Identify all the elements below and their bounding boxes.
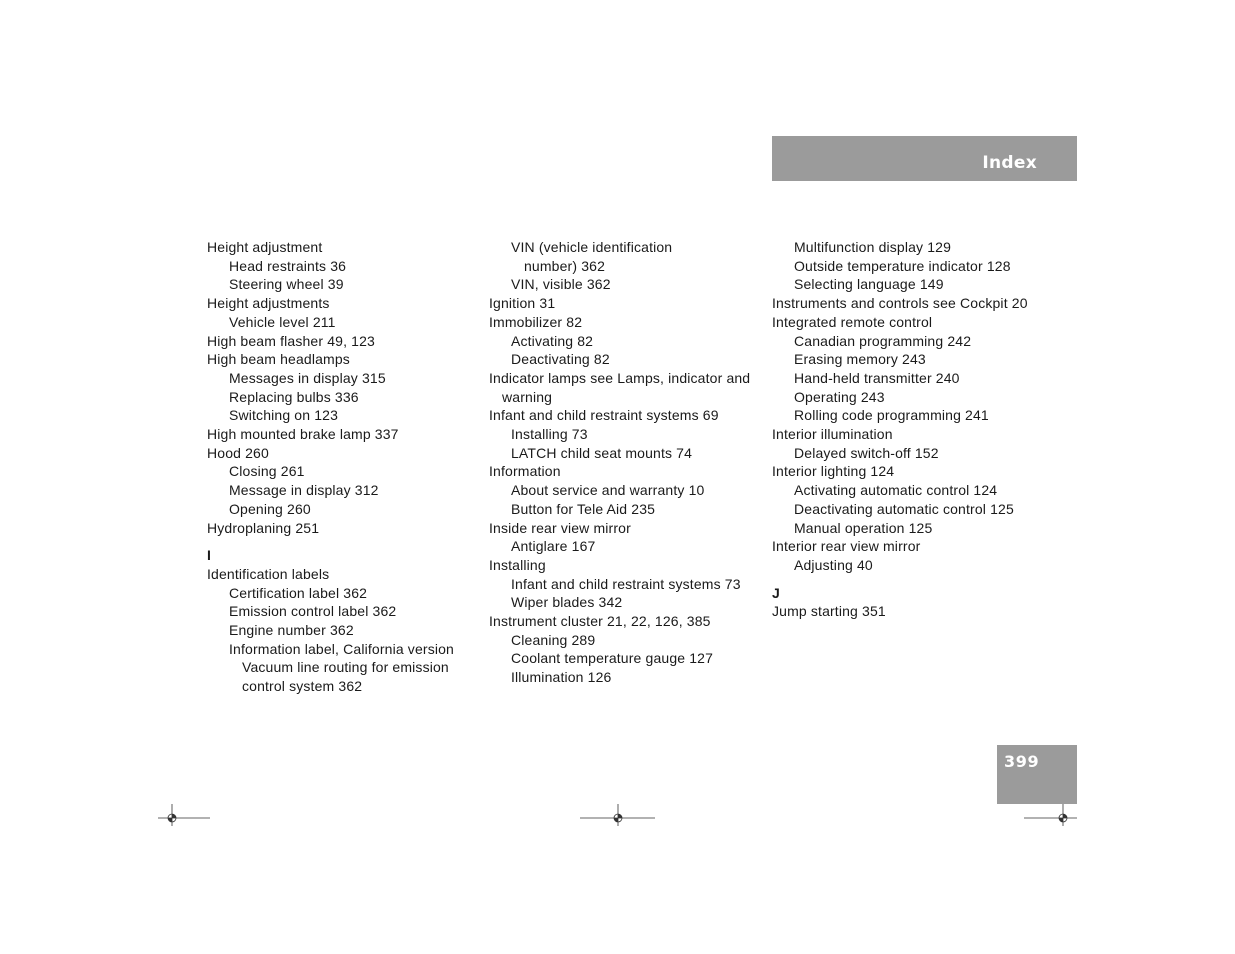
index-entry: control system 362 [242, 678, 363, 695]
index-entry: VIN (vehicle identification [511, 239, 673, 255]
index-entry: Closing 261 [229, 463, 305, 480]
index-entry: Cleaning 289 [511, 631, 596, 648]
index-entry: Messages in display 315 [229, 369, 386, 386]
index-entry: Multifunction display 129 [794, 239, 952, 255]
index-entry: Delayed switch-off 152 [794, 444, 939, 461]
index-entry: Coolant temperature gauge 127 [511, 650, 714, 667]
index-entry: Instrument cluster 21, 22, 126, 385 [489, 613, 711, 630]
index-entry: Height adjustments [207, 295, 330, 312]
index-entry: Wiper blades 342 [511, 594, 623, 611]
index-entry: Operating 243 [794, 388, 885, 405]
index-entry: Rolling code programming 241 [794, 407, 989, 424]
index-column-3 [772, 238, 1062, 621]
index-entry: Immobilizer 82 [489, 313, 583, 330]
index-entry: Vehicle level 211 [229, 313, 336, 330]
index-entry: Steering wheel 39 [229, 276, 344, 293]
index-entry: Interior illumination [772, 426, 893, 443]
index-entry: Outside temperature indicator 128 [794, 257, 1011, 274]
index-entry: Integrated remote control [772, 313, 933, 330]
index-entry: Installing 73 [511, 426, 588, 443]
index-entry: Deactivating 82 [511, 351, 610, 368]
index-letter-heading: I [207, 547, 212, 564]
index-column-2 [489, 238, 759, 687]
section-title: Index [982, 153, 1037, 173]
index-entry: Certification label 362 [229, 584, 368, 601]
index-entry: warning [502, 388, 553, 405]
index-entry: About service and warranty 10 [511, 482, 705, 499]
index-entry: Manual operation 125 [794, 519, 933, 536]
index-column-1 [207, 238, 477, 696]
index-entry: Installing [489, 556, 546, 573]
index-entry: High mounted brake lamp 337 [207, 426, 399, 443]
index-entry: Interior lighting 124 [772, 463, 895, 480]
index-entry: Hood 260 [207, 444, 269, 461]
index-entry: Information [489, 463, 561, 480]
index-entry: Activating 82 [511, 332, 594, 349]
index-entry: Information label, California version [229, 640, 454, 657]
entry-gap [772, 575, 1062, 584]
index-entry: Erasing memory 243 [794, 351, 926, 368]
index-entry: Message in display 312 [229, 482, 379, 499]
registration-mark-center [580, 802, 656, 826]
index-entry: Hand-held transmitter 240 [794, 369, 960, 386]
index-entry: Opening 260 [229, 500, 311, 517]
index-entry: Activating automatic control 124 [794, 482, 998, 499]
index-entry: Deactivating automatic control 125 [794, 500, 1014, 517]
index-entry: Replacing bulbs 336 [229, 388, 359, 405]
index-entry: High beam flasher 49, 123 [207, 332, 375, 349]
index-entry: Button for Tele Aid 235 [511, 500, 656, 517]
index-entry: Selecting language 149 [794, 276, 944, 293]
index-entry: Canadian programming 242 [794, 332, 972, 349]
index-entry: Interior rear view mirror [772, 538, 921, 555]
index-entry: Antiglare 167 [511, 538, 596, 555]
section-header-band [772, 136, 1077, 181]
index-entry: Engine number 362 [229, 622, 354, 639]
index-entry: Adjusting 40 [794, 556, 873, 573]
index-entry: Indicator lamps see Lamps, indicator and [489, 369, 751, 386]
index-letter-heading: J [772, 584, 780, 601]
index-entry: Height adjustment [207, 239, 323, 255]
entry-gap [207, 537, 477, 546]
index-entry: number) 362 [524, 257, 606, 274]
index-entry: Jump starting 351 [772, 603, 886, 620]
index-entry: LATCH child seat mounts 74 [511, 444, 693, 461]
index-entry: VIN, visible 362 [511, 276, 611, 293]
index-entry: Instruments and controls see Cockpit 20 [772, 295, 1028, 312]
index-entry: High beam headlamps [207, 351, 350, 368]
index-entry: Illumination 126 [511, 669, 612, 686]
index-entry: Hydroplaning 251 [207, 519, 320, 536]
registration-mark-left [158, 802, 212, 826]
index-entry: Head restraints 36 [229, 257, 347, 274]
registration-mark-right [1024, 802, 1078, 826]
index-entry: Emission control label 362 [229, 603, 397, 620]
page-number: 399 [1004, 752, 1040, 771]
index-entry: Identification labels [207, 565, 330, 582]
index-entry: Infant and child restraint systems 73 [511, 575, 741, 592]
index-entry: Infant and child restraint systems 69 [489, 407, 719, 424]
index-entry: Ignition 31 [489, 295, 556, 312]
index-entry: Switching on 123 [229, 407, 339, 424]
index-entry: Inside rear view mirror [489, 519, 631, 536]
page-number-badge [997, 745, 1077, 804]
index-entry: Vacuum line routing for emission [242, 659, 449, 676]
